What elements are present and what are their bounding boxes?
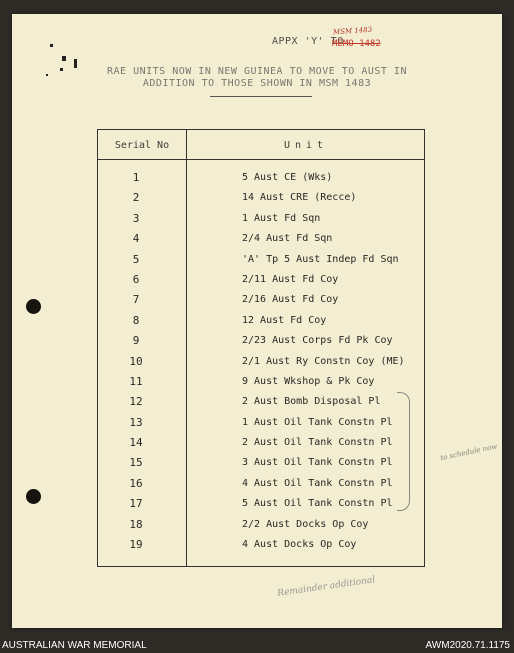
footer-accession-number: AWM2020.71.1175 (425, 640, 510, 651)
table-row (98, 290, 424, 310)
table-row (98, 372, 424, 392)
serial-cell: 3 (132, 211, 140, 225)
footer-credit: AUSTRALIAN WAR MEMORIAL (2, 640, 147, 651)
appendix-handwritten-ref: MSM 1483 (332, 25, 373, 37)
header-serial-no: Serial No (114, 140, 170, 151)
table-header-divider (97, 159, 425, 160)
unit-cell: 2/4 Aust Fd Sqn (242, 233, 333, 245)
handwritten-bracket (397, 392, 410, 511)
unit-cell: 2/16 Aust Fd Coy (242, 294, 339, 306)
unit-cell: 3 Aust Oil Tank Constn Pl (242, 457, 393, 469)
unit-cell: 12 Aust Fd Coy (242, 314, 327, 326)
unit-cell: 4 Aust Oil Tank Constn Pl (242, 477, 393, 489)
table-row (98, 433, 424, 453)
appendix-label: APPX 'Y' TO (272, 36, 344, 47)
serial-cell: 9 (132, 334, 140, 348)
serial-cell: 1 (132, 171, 140, 184)
table-row (98, 229, 424, 249)
table-row (98, 168, 424, 188)
serial-cell: 18 (129, 517, 143, 531)
unit-cell: 5 Aust Oil Tank Constn Pl (242, 498, 393, 510)
table-row (98, 188, 424, 208)
serial-cell: 16 (129, 476, 143, 490)
serial-cell: 12 (129, 395, 143, 409)
unit-cell: 'A' Tp 5 Aust Indep Fd Sqn (242, 253, 399, 265)
unit-cell: 4 Aust Docks Op Coy (242, 539, 357, 551)
unit-cell: 5 Aust CE (Wks) (242, 172, 333, 183)
punch-hole-bottom (26, 489, 41, 504)
table-row (98, 311, 424, 331)
unit-cell: 9 Aust Wkshop & Pk Coy (242, 375, 375, 387)
table-row (98, 392, 424, 412)
table-row (98, 413, 424, 433)
unit-cell: 2/1 Aust Ry Constn Coy (ME) (242, 355, 405, 367)
table-row (98, 270, 424, 290)
unit-cell: 1 Aust Oil Tank Constn Pl (242, 416, 393, 428)
serial-cell: 2 (132, 191, 140, 205)
unit-cell: 2 Aust Oil Tank Constn Pl (242, 437, 393, 449)
serial-cell: 15 (129, 456, 143, 470)
margin-note: to schedule now (439, 442, 498, 463)
table-row (98, 494, 424, 514)
unit-cell: 1 Aust Fd Sqn (242, 212, 321, 224)
unit-cell: 14 Aust CRE (Recce) (242, 192, 357, 204)
serial-cell: 19 (129, 538, 143, 552)
serial-cell: 11 (129, 374, 143, 388)
table-row (98, 535, 424, 555)
unit-cell: 2/23 Aust Corps Fd Pk Coy (242, 335, 393, 347)
table-row (98, 209, 424, 229)
document-heading (98, 66, 416, 90)
serial-cell: 8 (132, 313, 140, 327)
table-row (98, 515, 424, 535)
unit-cell: 2/2 Aust Docks Op Coy (242, 518, 369, 530)
serial-cell: 6 (132, 272, 140, 286)
serial-cell: 4 (132, 232, 140, 246)
bottom-handwritten-note: Remainder additional (276, 575, 376, 599)
serial-cell: 17 (129, 497, 143, 511)
heading-line-1: RAE UNITS NOW IN NEW GUINEA TO MOVE TO AUST IN (107, 66, 407, 77)
serial-cell: 7 (132, 293, 140, 307)
heading-line-2: ADDITION TO THOSE SHOWN IN MSM 1483 (142, 78, 372, 89)
serial-cell: 5 (132, 252, 140, 266)
table-row (98, 331, 424, 351)
serial-cell: 14 (129, 436, 143, 450)
appendix-struck-ref: MEMO 1482 (332, 39, 381, 49)
punch-hole-top (26, 299, 41, 314)
table-row (98, 352, 424, 372)
unit-cell: 2 Aust Bomb Disposal Pl (242, 396, 381, 408)
table-row (98, 453, 424, 473)
ink-marks (26, 38, 86, 98)
header-unit: Unit (283, 140, 329, 151)
serial-cell: 13 (129, 415, 143, 429)
unit-cell: 2/11 Aust Fd Coy (242, 273, 339, 285)
serial-cell: 10 (129, 354, 143, 368)
table-body (98, 168, 424, 555)
heading-underline (210, 96, 312, 97)
table-row (98, 250, 424, 270)
table-row (98, 474, 424, 494)
footer-bar (0, 639, 514, 653)
